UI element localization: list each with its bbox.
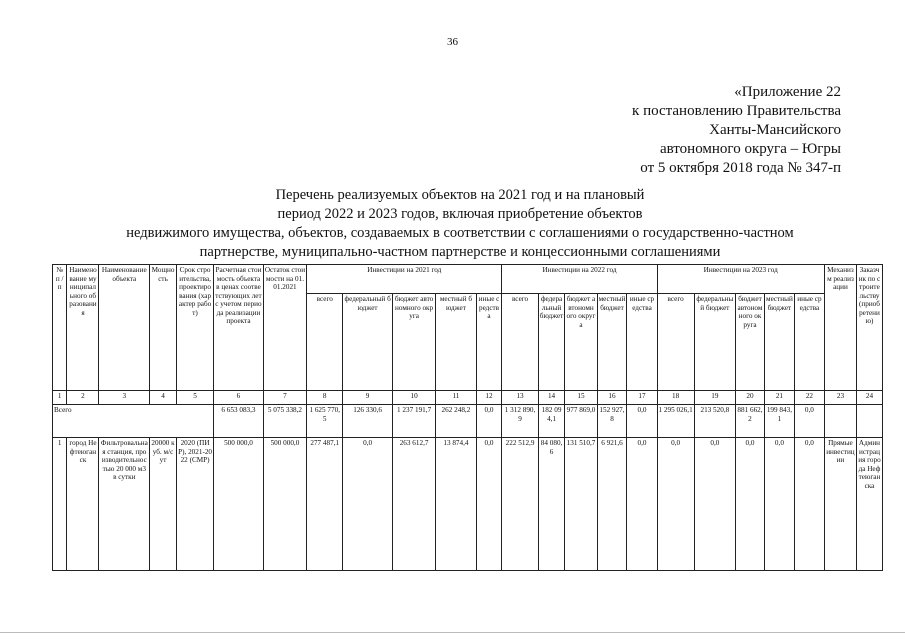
column-number: 14 <box>538 391 565 405</box>
subheader-cell: федеральный бюджет <box>343 294 393 391</box>
column-number: 17 <box>627 391 657 405</box>
total-cell: 1 312 890,9 <box>502 405 538 438</box>
subheader-cell: местный бюджет <box>764 294 794 391</box>
appendix-line: Ханты-Мансийского <box>709 122 841 138</box>
subheader-cell: бюджет автономного округа <box>392 294 435 391</box>
row-value: 0,0 <box>476 438 502 571</box>
row-object: Фильтровальная станция, производительностью 20 000 м3 в сутки <box>99 438 150 571</box>
header-cell: Инвестиции на 2021 год <box>307 265 502 294</box>
total-cell <box>856 405 882 438</box>
header-cell: Механизм реализации <box>824 265 856 391</box>
title-line: недвижимого имущества, объектов, создаваемых в соответствии с соглашениями о государственно-частном <box>126 225 794 241</box>
subheader-cell: бюджет автономного округа <box>736 294 765 391</box>
total-cell <box>824 405 856 438</box>
subheader-cell: всего <box>502 294 538 391</box>
appendix-line: к постановлению Правительства <box>632 103 841 119</box>
total-cell: 213 520,8 <box>694 405 735 438</box>
row-value: 6 921,6 <box>597 438 627 571</box>
total-cell: 0,0 <box>794 405 824 438</box>
subheader-cell: местный бюджет <box>597 294 627 391</box>
total-label: Всего <box>53 405 214 438</box>
total-cell: 126 330,6 <box>343 405 393 438</box>
row-value: 0,0 <box>627 438 657 571</box>
column-number: 6 <box>214 391 264 405</box>
total-cell: 1 625 770,5 <box>307 405 343 438</box>
table-row <box>53 438 883 571</box>
row-value: 277 487,1 <box>307 438 343 571</box>
column-number: 4 <box>150 391 177 405</box>
column-number-row <box>53 391 883 405</box>
total-cell: 0,0 <box>627 405 657 438</box>
row-value: 263 612,7 <box>392 438 435 571</box>
title-line: Перечень реализуемых объектов на 2021 год и на плановый <box>275 187 645 203</box>
total-cell: 1 295 026,1 <box>657 405 694 438</box>
row-value: 131 510,7 <box>565 438 597 571</box>
header-cell: Наименование муниципального образования <box>67 265 99 391</box>
subheader-cell: федеральный бюджет <box>694 294 735 391</box>
column-number: 8 <box>307 391 343 405</box>
subheader-cell: всего <box>307 294 343 391</box>
total-cell: 5 075 338,2 <box>263 405 306 438</box>
header-cell: Остаток стоимости на 01.01.2021 <box>263 265 306 391</box>
total-cell: 152 927,8 <box>597 405 627 438</box>
column-number: 11 <box>436 391 476 405</box>
document-title <box>60 186 860 262</box>
subheader-cell: иные средства <box>476 294 502 391</box>
appendix-note <box>632 83 841 178</box>
total-cell: 0,0 <box>476 405 502 438</box>
row-value: 0,0 <box>343 438 393 571</box>
appendix-line: от 5 октября 2018 года № 347-п <box>640 160 841 176</box>
page-number: 36 <box>447 36 458 48</box>
table-header-row <box>53 265 883 294</box>
title-line: период 2022 и 2023 годов, включая приобретение объектов <box>277 206 643 222</box>
column-number: 16 <box>597 391 627 405</box>
row-value: 500 000,0 <box>214 438 264 571</box>
row-value: 13 874,4 <box>436 438 476 571</box>
row-term: 2020 (ПИР), 2021-2022 (СМР) <box>176 438 213 571</box>
column-number: 5 <box>176 391 213 405</box>
header-cell: Наименование объекта <box>99 265 150 391</box>
total-cell: 199 843,1 <box>764 405 794 438</box>
total-cell: 262 248,2 <box>436 405 476 438</box>
appendix-line: «Приложение 22 <box>734 84 841 100</box>
column-number: 2 <box>67 391 99 405</box>
column-number: 13 <box>502 391 538 405</box>
row-value: 0,0 <box>694 438 735 571</box>
row-value: 222 512,9 <box>502 438 538 571</box>
row-value: 0,0 <box>736 438 765 571</box>
row-capacity: 20000 куб. м/сут <box>150 438 177 571</box>
column-number: 9 <box>343 391 393 405</box>
column-number: 22 <box>794 391 824 405</box>
row-customer: Администрация города Нефтеюганска <box>856 438 882 571</box>
row-value: 0,0 <box>764 438 794 571</box>
objects-table <box>52 264 883 571</box>
header-cell: Мощность <box>150 265 177 391</box>
column-number: 3 <box>99 391 150 405</box>
subheader-cell: всего <box>657 294 694 391</box>
column-number: 20 <box>736 391 765 405</box>
row-municipality: город Нефтеюганск <box>67 438 99 571</box>
column-number: 7 <box>263 391 306 405</box>
column-number: 1 <box>53 391 67 405</box>
column-number: 24 <box>856 391 882 405</box>
column-number: 23 <box>824 391 856 405</box>
subheader-cell: иные средства <box>627 294 657 391</box>
header-cell: Инвестиции на 2022 год <box>502 265 657 294</box>
header-cell: Срок строительства, проектирования (характер работ) <box>176 265 213 391</box>
total-cell: 182 094,1 <box>538 405 565 438</box>
subheader-cell: федеральный бюджет <box>538 294 565 391</box>
column-number: 15 <box>565 391 597 405</box>
total-cell: 881 662,2 <box>736 405 765 438</box>
row-value: 0,0 <box>794 438 824 571</box>
total-row <box>53 405 883 438</box>
row-value: 500 000,0 <box>263 438 306 571</box>
row-number: 1 <box>53 438 67 571</box>
column-number: 10 <box>392 391 435 405</box>
column-number: 19 <box>694 391 735 405</box>
subheader-cell: местный бюджет <box>436 294 476 391</box>
row-value: 0,0 <box>657 438 694 571</box>
total-cell: 6 653 083,3 <box>214 405 264 438</box>
column-number: 21 <box>764 391 794 405</box>
header-cell: Инвестиции на 2023 год <box>657 265 824 294</box>
subheader-cell: бюджет автономного округа <box>565 294 597 391</box>
header-cell: Расчетная стоимость объекта в ценах соответствующих лет с учетом периода реализации проекта <box>214 265 264 391</box>
subheader-cell: иные средства <box>794 294 824 391</box>
row-mechanism: Прямые инвестиции <box>824 438 856 571</box>
column-number: 18 <box>657 391 694 405</box>
row-value: 84 080,6 <box>538 438 565 571</box>
page-edge-line <box>0 632 905 633</box>
header-cell: № п / п <box>53 265 67 391</box>
column-number: 12 <box>476 391 502 405</box>
header-cell: Заказчик по строительству (приобретению) <box>856 265 882 391</box>
total-cell: 977 869,0 <box>565 405 597 438</box>
title-line: партнерстве, муниципально-частном партнерстве и концессионными соглашениями <box>199 244 721 260</box>
total-cell: 1 237 191,7 <box>392 405 435 438</box>
appendix-line: автономного округа – Югры <box>659 141 841 157</box>
